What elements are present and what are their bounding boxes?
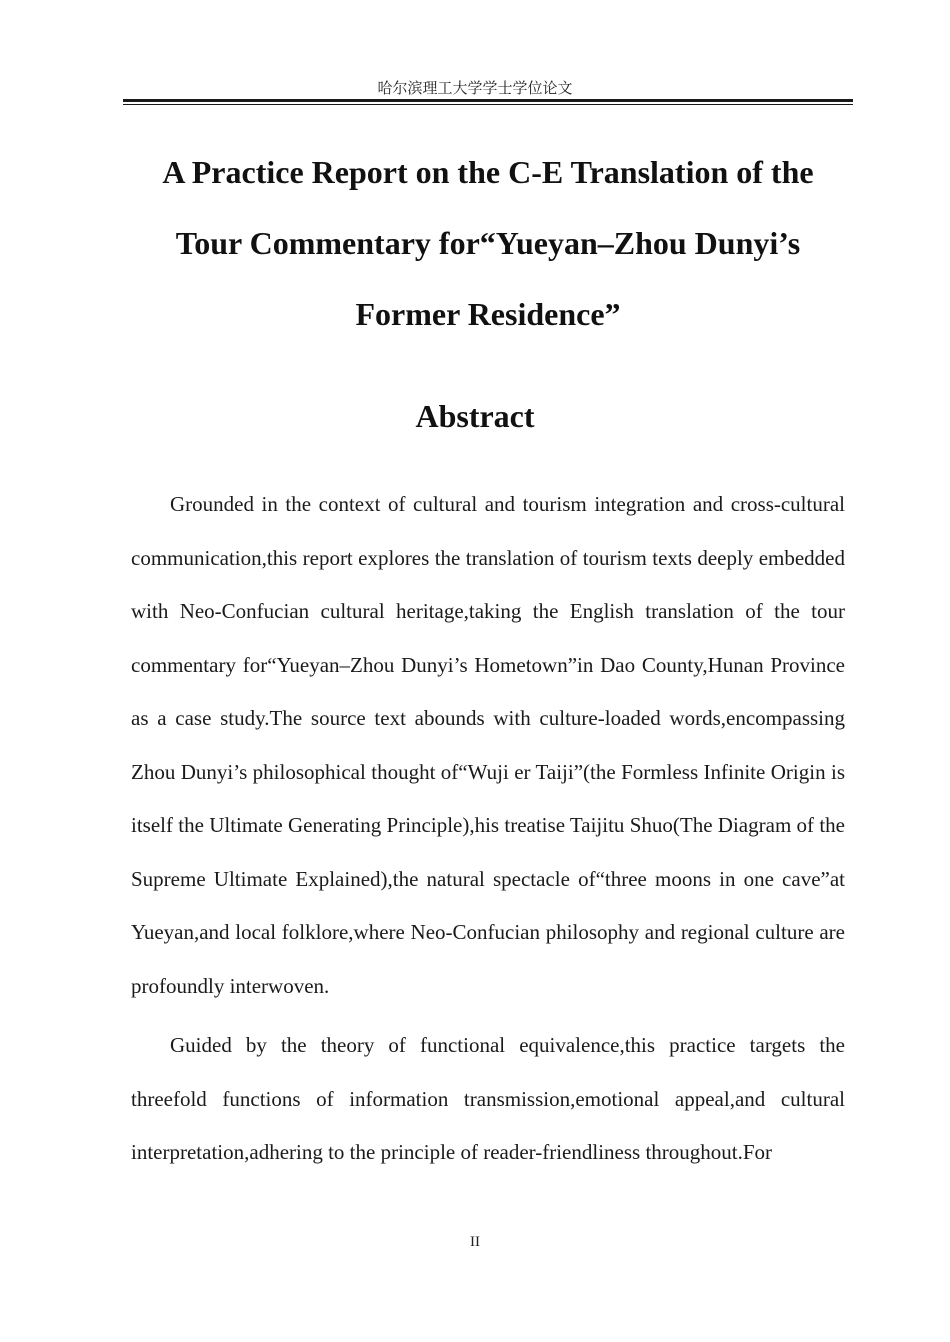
title-line-1: A Practice Report on the C-E Translation of the — [162, 154, 814, 190]
header-rule-thin — [123, 104, 853, 105]
running-header: 哈尔滨理工大学学士学位论文 — [377, 79, 573, 97]
abstract-heading: Abstract — [415, 398, 535, 434]
header-rule — [123, 99, 853, 102]
abstract-paragraph-1: Grounded in the context of cultural and tourism integration and cross-cultural communication,this report explores the translation of tourism texts deeply embedded with Neo-Confucian cultural heritage,taking the English translation of the tour commentary for“Yueyan–Zhou Dunyi’s Hometown”in Dao County,Hunan Province as a case study.The source text abounds with culture-loaded words,encompassing Zhou Dunyi’s philosophical thought of“Wuji er Taiji”(the Formless Infinite Origin is itself the Ultimate Generating Principle),his treatise Taijitu Shuo(The Diagram of the Supreme Ultimate Explained),the natural spectacle of“three moons in one cave”at Yueyan,and local folklore,where Neo-Confucian philosophy and regional culture are profoundly interwoven. — [131, 492, 845, 998]
abstract-paragraph-2: Guided by the theory of functional equivalence,this practice targets the threefold functions of information transmission,emotional appeal,and cultural interpretation,adhering to the principle of reader-friendliness throughout.For — [131, 1033, 845, 1164]
title-line-3: Former Residence” — [355, 296, 621, 332]
abstract-body — [131, 478, 845, 1180]
page-number: II — [470, 1234, 480, 1250]
paper-title — [120, 137, 856, 350]
title-line-2: Tour Commentary for“Yueyan–Zhou Dunyi’s — [175, 225, 801, 261]
